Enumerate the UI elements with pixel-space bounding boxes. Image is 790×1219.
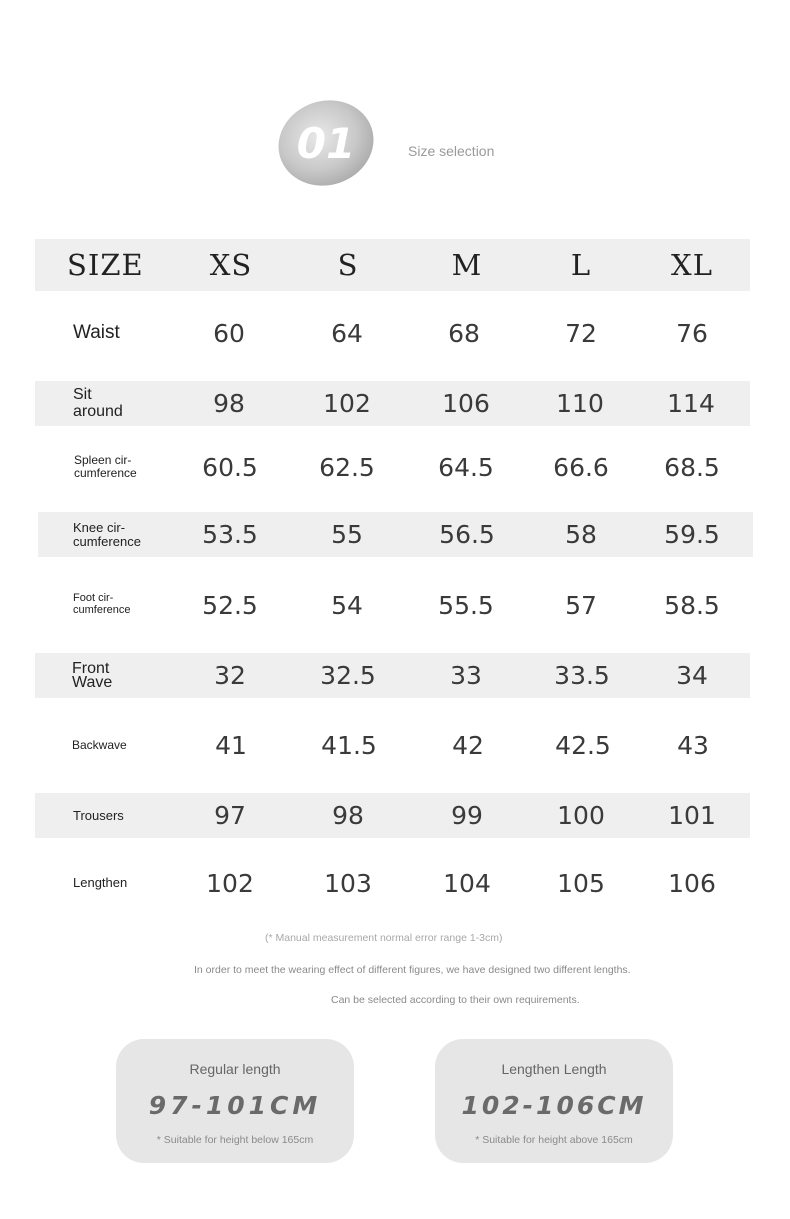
row-label-line: Sit (73, 385, 92, 403)
table-cell: 102 (323, 389, 371, 418)
table-cell: 55 (331, 520, 363, 549)
table-cell: 33.5 (554, 661, 610, 690)
card-title: Regular length (189, 1061, 281, 1077)
row-label-line: cumference (74, 466, 137, 480)
table-cell: 32.5 (320, 661, 376, 690)
card-title: Lengthen Length (501, 1061, 607, 1077)
size-header-xl: XL (671, 248, 713, 282)
table-cell: 41.5 (321, 730, 377, 760)
table-cell: 106 (668, 868, 716, 898)
table-cell: 114 (667, 389, 715, 418)
size-header-m: M (451, 248, 483, 282)
table-cell: 52.5 (202, 590, 258, 620)
table-cell: 64 (331, 318, 363, 348)
size-header-label: SIZE (67, 247, 144, 282)
table-row (35, 444, 750, 490)
logo-number: 01 (296, 119, 356, 168)
table-cell: 66.6 (553, 452, 609, 482)
row-label-line: cumference (73, 604, 131, 616)
table-cell: 105 (557, 868, 605, 898)
logo-badge (276, 98, 378, 188)
table-cell: 100 (557, 801, 605, 830)
row-label-line: Backwave (72, 737, 127, 752)
card-note: * Suitable for height below 165cm (156, 1134, 314, 1146)
row-label (72, 653, 112, 698)
error-note: (* Manual measurement normal error range 1-3cm) (265, 932, 503, 944)
row-label-line: Foot cir- (73, 592, 114, 605)
row-label-line: cumference (73, 533, 141, 549)
table-cell: 76 (676, 318, 708, 348)
table-row (35, 722, 750, 768)
row-label-line: around (73, 402, 123, 420)
table-row (35, 582, 750, 628)
table-cell: 54 (331, 590, 363, 620)
table-cell: 58 (565, 520, 597, 549)
size-header-xs: XS (209, 248, 253, 282)
row-label (73, 582, 130, 628)
table-cell: 53.5 (202, 520, 258, 549)
table-cell: 60.5 (202, 452, 258, 482)
table-cell: 42 (452, 730, 484, 760)
table-cell: 99 (451, 801, 483, 830)
table-cell: 62.5 (319, 452, 375, 482)
table-cell: 104 (443, 868, 491, 898)
row-label-line: Trousers (73, 807, 124, 823)
table-cell: 41 (215, 730, 247, 760)
table-cell: 43 (677, 730, 709, 760)
table-row (35, 309, 750, 357)
table-cell: 103 (324, 868, 372, 898)
table-cell: 60 (213, 318, 245, 348)
table-cell: 34 (676, 661, 708, 690)
table-row (35, 381, 750, 426)
row-label (73, 793, 124, 838)
table-cell: 98 (332, 801, 364, 830)
table-cell: 58.5 (664, 590, 720, 620)
row-label (73, 381, 123, 426)
table-cell: 68.5 (664, 452, 720, 482)
row-label-line: Knee cir- (73, 519, 126, 535)
row-label-line: Wave (72, 673, 113, 691)
card-note: * Suitable for height above 165cm (475, 1134, 633, 1146)
card-range: 102-106CM (461, 1091, 647, 1120)
row-label (73, 512, 141, 557)
table-cell: 102 (206, 868, 254, 898)
table-cell: 98 (213, 389, 245, 418)
regular-length-card (116, 1039, 354, 1163)
table-cell: 55.5 (438, 590, 494, 620)
row-label-line: Waist (73, 322, 120, 344)
table-cell: 106 (442, 389, 490, 418)
table-row (35, 860, 750, 906)
table-row (38, 512, 753, 557)
row-label (73, 860, 127, 906)
section-subtitle: Size selection (408, 143, 495, 159)
row-label (72, 722, 127, 768)
table-cell: 64.5 (438, 452, 494, 482)
row-label-line: Front (72, 659, 110, 677)
table-cell: 32 (214, 661, 246, 690)
table-cell: 56.5 (439, 520, 495, 549)
table-cell: 110 (556, 389, 604, 418)
table-cell: 97 (214, 801, 246, 830)
row-label-line: Spleen cir- (74, 453, 132, 468)
row-label (73, 309, 120, 357)
lengthen-length-card (435, 1039, 673, 1163)
table-cell: 68 (448, 318, 480, 348)
table-row (35, 653, 750, 698)
select-note: Can be selected according to their own requirements. (331, 994, 580, 1006)
table-cell: 59.5 (664, 520, 720, 549)
lengths-note: In order to meet the wearing effect of different figures, we have designed two different lengths. (194, 964, 631, 976)
table-cell: 33 (450, 661, 482, 690)
table-cell: 57 (565, 590, 597, 620)
card-range: 97-101CM (148, 1091, 322, 1120)
logo-graphic (276, 98, 378, 188)
row-label (74, 444, 137, 490)
table-header-row (35, 239, 750, 291)
table-row (35, 793, 750, 838)
table-cell: 101 (668, 801, 716, 830)
size-header-s: S (337, 248, 359, 282)
table-cell: 42.5 (555, 730, 611, 760)
table-cell: 72 (565, 318, 597, 348)
size-header-l: L (570, 248, 592, 282)
row-label-line: Lengthen (73, 875, 128, 891)
